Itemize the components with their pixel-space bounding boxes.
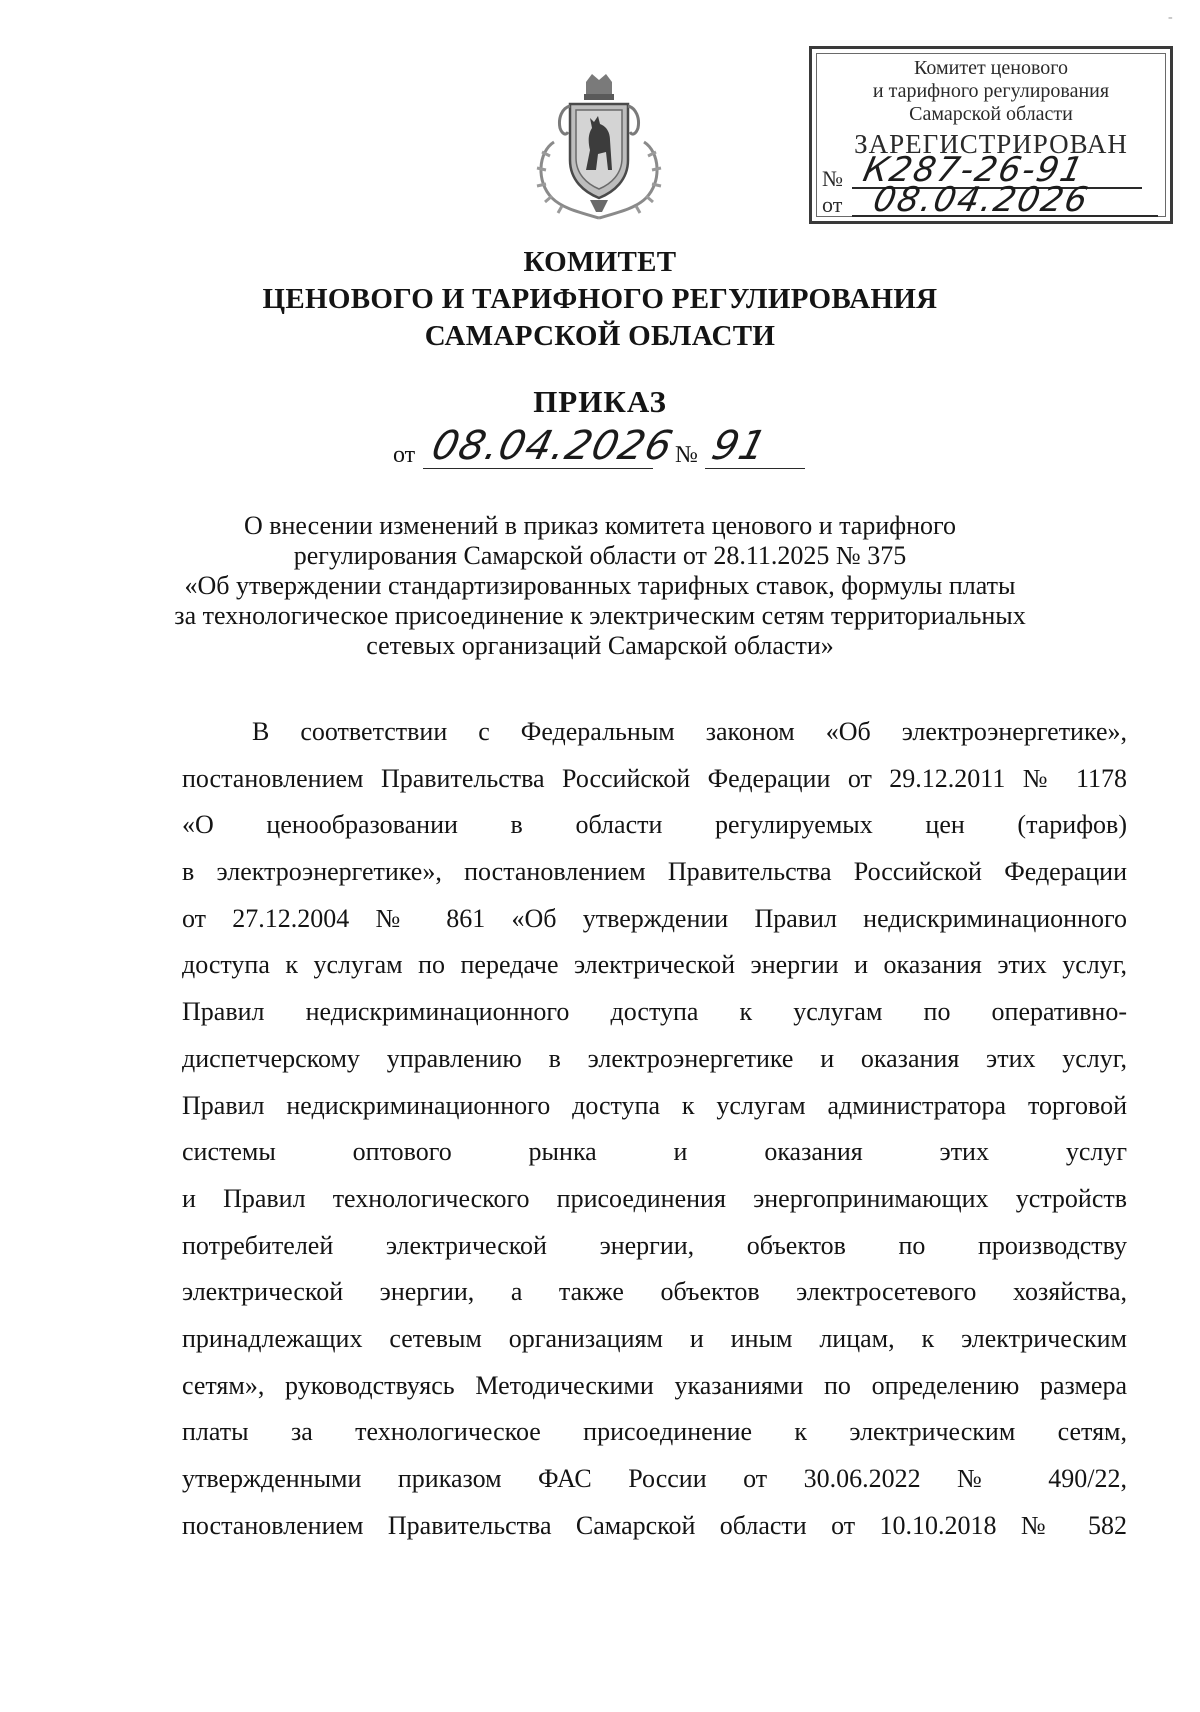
document-type: ПРИКАЗ bbox=[533, 384, 667, 419]
subject-line: «Об утверждении стандартизированных тарифных ставок, формулы платы bbox=[184, 571, 1016, 600]
stamp-number-label: № bbox=[822, 166, 843, 191]
order-subject bbox=[150, 511, 1050, 661]
subject-line: регулирования Самарской области от 28.11.2025 № 375 bbox=[293, 541, 907, 570]
body-line: платы за технологическое присоединение к электрическим сетям, bbox=[182, 1417, 1127, 1447]
body-line: «О ценообразовании в области регулируемых цен (тарифов) bbox=[182, 810, 1127, 840]
order-body bbox=[182, 709, 1127, 1549]
body-line: Правил недискриминационного доступа к услугам администратора торговой bbox=[182, 1090, 1127, 1120]
order-date-rule bbox=[423, 468, 653, 469]
subject-line: сетевых организаций Самарской области» bbox=[366, 631, 834, 660]
body-line: электрической энергии, а также объектов электросетевого хозяйства, bbox=[182, 1277, 1127, 1307]
body-line: принадлежащих сетевым организациям и иным лицам, к электрическим bbox=[182, 1323, 1127, 1353]
stamp-line-3: Самарской области bbox=[909, 103, 1073, 125]
body-line: системы оптового рынка и оказания этих услуг bbox=[182, 1137, 1127, 1167]
stamp-date-value: 08.04.2026 bbox=[869, 180, 1093, 220]
body-line: постановлением Правительства Самарской области от 10.10.2018 № 582 bbox=[182, 1510, 1127, 1540]
registration-stamp bbox=[809, 46, 1173, 224]
body-line: потребителей электрической энергии, объектов по производству bbox=[182, 1230, 1127, 1260]
body-line: доступа к услугам по передаче электрической энергии и оказания этих услуг, bbox=[182, 950, 1127, 980]
subject-line: О внесении изменений в приказ комитета ценового и тарифного bbox=[243, 511, 957, 540]
body-line: Правил недискриминационного доступа к услугам по оперативно- bbox=[182, 997, 1127, 1027]
body-line: диспетчерскому управлению в электроэнергетике и оказания этих услуг, bbox=[182, 1043, 1127, 1073]
corner-mark: - bbox=[1168, 10, 1173, 25]
stamp-registered: ЗАРЕГИСТРИРОВАН bbox=[854, 129, 1128, 159]
body-line: В соответствии с Федеральным законом «Об электроэнергетике», bbox=[252, 717, 1127, 746]
stamp-line-2: и тарифного регулирования bbox=[872, 80, 1110, 102]
order-date-number bbox=[393, 424, 853, 474]
subject-line: за технологическое присоединение к электрическим сетям территориальных bbox=[174, 601, 1026, 630]
body-line: утвержденными приказом ФАС России от 30.06.2022 № 490/22, bbox=[182, 1464, 1127, 1493]
committee-title-3: САМАРСКОЙ ОБЛАСТИ bbox=[424, 320, 776, 352]
stamp-date-label: от bbox=[822, 192, 843, 217]
order-number-rule bbox=[705, 468, 805, 469]
order-date-value: 08.04.2026 bbox=[427, 423, 678, 469]
body-line: от 27.12.2004 № 861 «Об утверждении Правил недискриминационного bbox=[182, 903, 1127, 933]
order-number-label: № bbox=[675, 442, 698, 468]
stamp-number-value: К287-26-91 bbox=[859, 150, 1089, 190]
committee-title-2: ЦЕНОВОГО И ТАРИФНОГО РЕГУЛИРОВАНИЯ bbox=[262, 283, 938, 315]
body-line: в электроэнергетике», постановлением Правительства Российской Федерации bbox=[182, 857, 1127, 887]
stamp-line-1: Комитет ценового bbox=[914, 57, 1068, 79]
order-number-value: 91 bbox=[707, 423, 772, 469]
body-line: постановлением Правительства Российской Федерации от 29.12.2011 № 1178 bbox=[182, 763, 1127, 793]
body-line: сетям», руководствуясь Методическими указаниями по определению размера bbox=[182, 1370, 1127, 1400]
stamp-date-rule bbox=[852, 215, 1158, 217]
committee-title-1: КОМИТЕТ bbox=[523, 246, 677, 278]
order-date-label: от bbox=[393, 442, 416, 468]
samara-coat-of-arms-icon bbox=[532, 72, 666, 220]
body-line: и Правил технологического присоединения энергопринимающих устройств bbox=[182, 1183, 1127, 1213]
